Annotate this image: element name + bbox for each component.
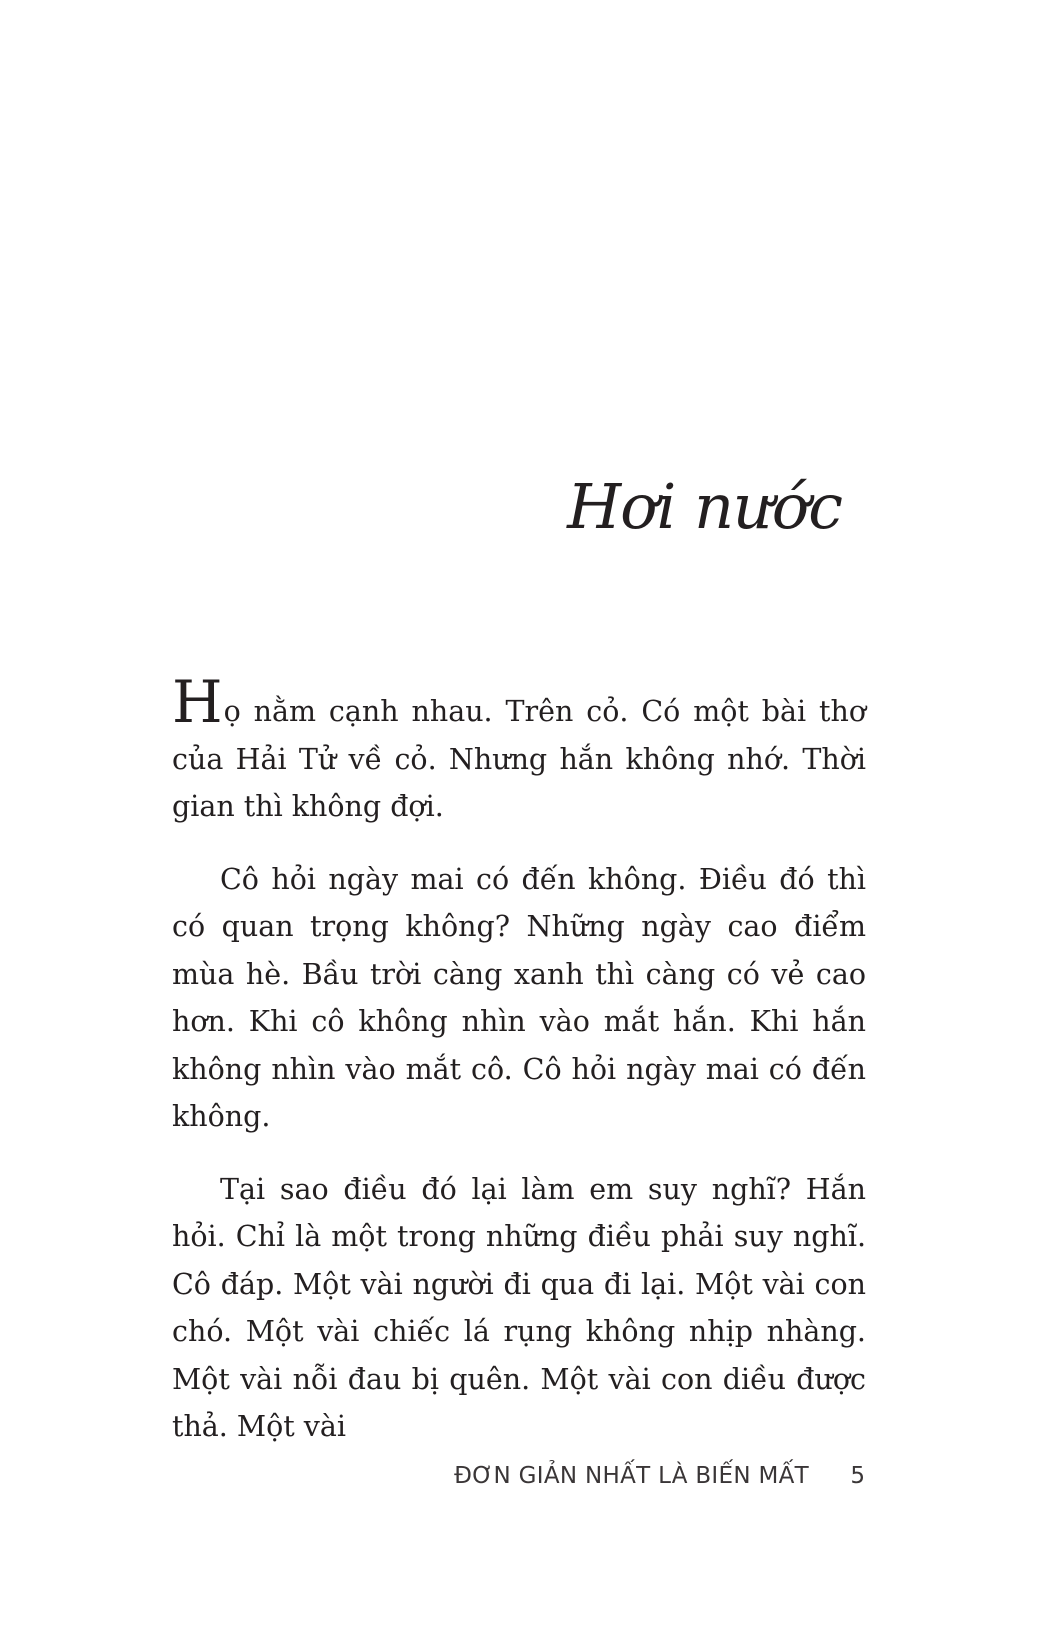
chapter-title: Hơi nước (567, 470, 842, 543)
page-footer (0, 1456, 1040, 1496)
body-text (172, 668, 866, 1476)
page-number: 5 (850, 1463, 865, 1489)
drop-cap: H (172, 668, 223, 736)
paragraph-1 (172, 668, 866, 831)
paragraph-3: Tại sao điều đó lại làm em suy nghĩ? Hắn hỏi. Chỉ là một trong những điều phải suy nghĩ. Cô đáp. Một vài người đi qua đi lại. Một vài con chó. Một vài chiếc lá rụng không nhịp nhàng. Một vài nỗi đau bị quên. Một vài con diều được thả. Một vài (172, 1172, 866, 1443)
paragraph-1-text: ọ nằm cạnh nhau. Trên cỏ. Có một bài thơ của Hải Tử về cỏ. Nhưng hắn không nhớ. Thời gian thì không đợi. (172, 695, 866, 823)
running-title: ĐƠN GIẢN NHẤT LÀ BIẾN MẤT (454, 1463, 809, 1489)
paragraph-2: Cô hỏi ngày mai có đến không. Điều đó thì có quan trọng không? Những ngày cao điểm mùa hè. Bầu trời càng xanh thì càng có vẻ cao hơn. Khi cô không nhìn vào mắt hắn. Khi hắn không nhìn vào mắt cô. Cô hỏi ngày mai có đến không. (172, 862, 866, 1133)
